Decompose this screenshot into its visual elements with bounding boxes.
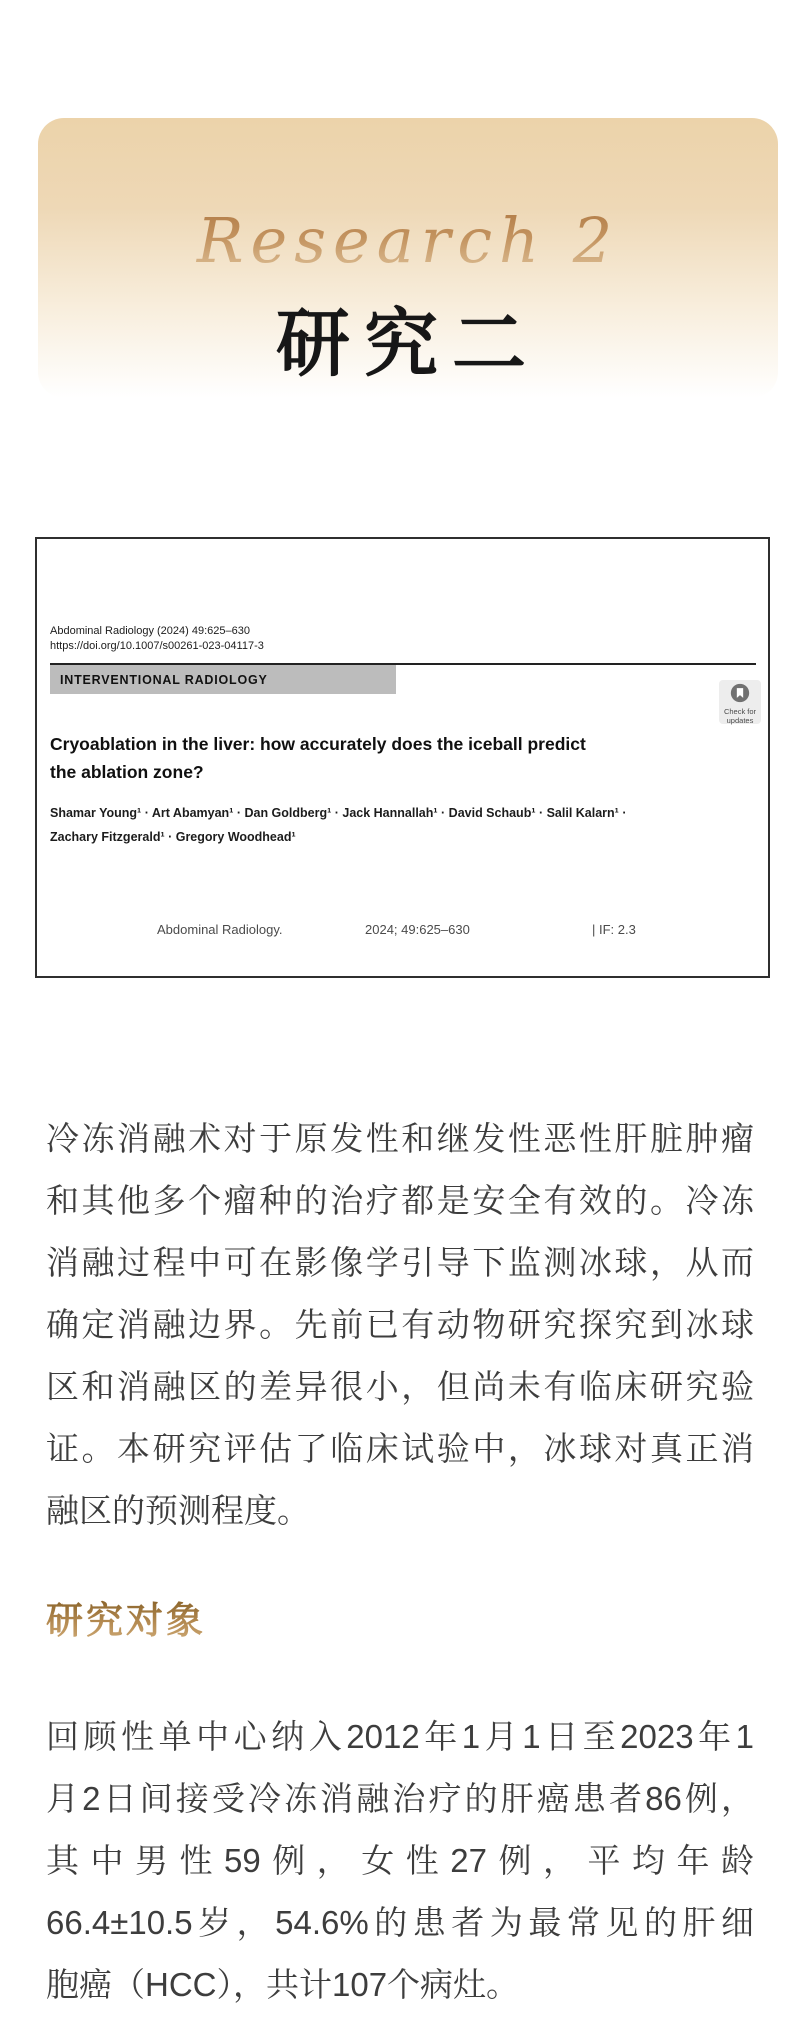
intro-line: 冷冻消融术对于原发性和继发性恶性肝脏肿瘤 [46, 1120, 754, 1157]
subjects-line: 其中男性59例，女性27例，平均年龄 [46, 1842, 754, 1879]
paper-authors [50, 801, 756, 849]
authors-line: Shamar Young¹ · Art Abamyan¹ · Dan Goldberg¹ · Jack Hannallah¹ · David Schaub¹ · Salil Kalarn¹ · [50, 806, 627, 820]
citation-line: Abdominal Radiology (2024) 49:625–630 [50, 625, 250, 637]
badge-text-line: updates [726, 715, 754, 725]
article-citation [50, 624, 756, 654]
subjects-line: 66.4±10.5岁，54.6%的患者为最常见的肝细 [46, 1904, 754, 1941]
intro-line: 区和消融区的差异很小，但尚未有临床研究验 [46, 1368, 754, 1405]
intro-line: 证。本研究评估了临床试验中，冰球对真正消 [46, 1430, 754, 1467]
authors-line: Zachary Fitzgerald¹ · Gregory Woodhead¹ [50, 830, 296, 844]
intro-line: 和其他多个瘤种的治疗都是安全有效的。冷冻 [46, 1182, 754, 1219]
subjects-line: 胞癌（HCC），共计107个病灶。 [46, 1966, 520, 2003]
check-for-updates-icon [730, 690, 750, 707]
journal-name: Abdominal Radiology. [157, 922, 283, 937]
citation-doi: https://doi.org/10.1007/s00261-023-04117-3 [50, 640, 264, 652]
subjects-paragraph [46, 1706, 754, 2016]
category-bar [50, 665, 396, 694]
intro-line: 消融过程中可在影像学引导下监测冰球，从而 [46, 1244, 754, 1281]
check-for-updates-button[interactable] [719, 680, 761, 724]
category-label: INTERVENTIONAL RADIOLOGY [60, 672, 268, 687]
journal-article-card [35, 537, 770, 978]
intro-line: 融区的预测程度。 [46, 1492, 310, 1529]
paper-title-line: Cryoablation in the liver: how accurately does the iceball predict [50, 734, 586, 754]
paper-title [50, 730, 756, 786]
badge-text-line: Check for [723, 707, 757, 716]
research-chinese-title: 研究二 [276, 301, 540, 387]
intro-paragraph [46, 1108, 754, 1542]
section-heading-study-subjects: 研究对象 [46, 1598, 754, 1642]
research-english-label: Research 2 [38, 206, 778, 276]
subjects-line: 月2日间接受冷冻消融治疗的肝癌患者86例， [46, 1780, 754, 1817]
subjects-line: 回顾性单中心纳入2012年1月1日至2023年1 [46, 1718, 754, 1755]
header-card [38, 118, 778, 398]
paper-title-line: the ablation zone? [50, 762, 204, 782]
intro-line: 确定消融边界。先前已有动物研究探究到冰球 [46, 1306, 754, 1343]
journal-info-row [50, 922, 756, 938]
journal-issue: 2024; 49:625–630 [365, 922, 470, 937]
impact-factor: | IF: 2.3 [592, 922, 636, 937]
